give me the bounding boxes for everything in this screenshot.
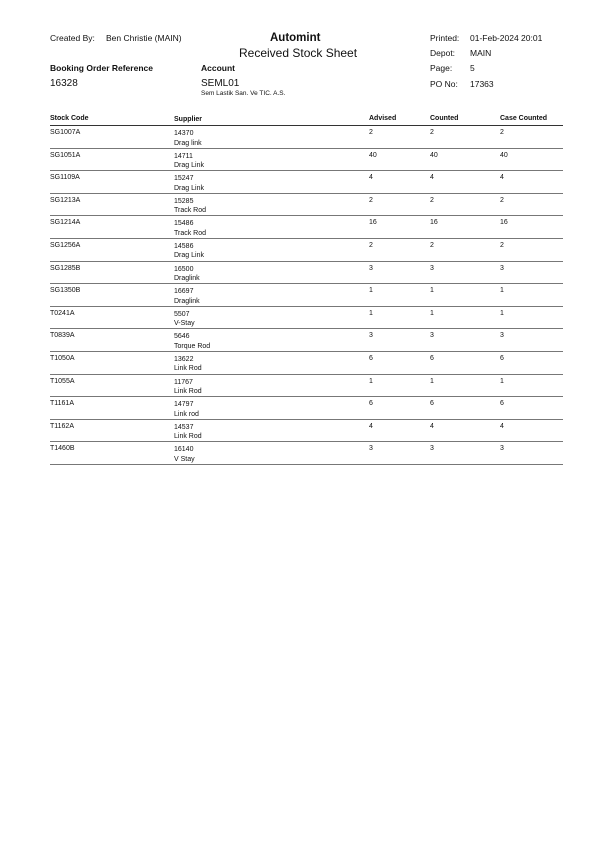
supplier-cell [174,310,195,329]
counted-qty: 2 [430,129,434,136]
account-label: Account [201,63,235,73]
table-row [50,126,563,149]
counted-qty: 2 [430,196,434,204]
col-advised: Advised [369,115,397,122]
supplier-cell [174,332,210,351]
advised-qty: 2 [369,241,373,249]
created-by-value: Ben Christie (MAIN) [106,33,182,43]
supplier-number: 14586 [174,242,194,250]
supplier-number: 15285 [174,197,194,205]
account-name: Sem Lastik San. Ve TIC. A.S. [201,90,286,97]
counted-qty: 3 [430,445,434,453]
table-row [50,149,563,172]
supplier-number: 14537 [174,423,194,431]
counted-qty: 16 [430,219,438,227]
stock-code: SG1109A [50,174,80,182]
stock-code: T1162A [50,422,74,430]
booking-ref-value: 16328 [50,78,78,89]
case-counted-qty: 40 [500,151,508,159]
table-row [50,442,563,465]
supplier-part-name: Drag Link [174,252,204,260]
stock-code: T1050A [50,354,75,362]
supplier-number: 13622 [174,355,194,363]
supplier-part-name: Track Rod [174,229,207,237]
stock-table [50,113,563,465]
supplier-cell [174,219,206,238]
stock-code: SG1350B [50,287,81,295]
case-counted-qty: 1 [500,309,504,317]
supplier-part-name: Track Rod [174,207,207,215]
supplier-number: 5507 [174,310,190,318]
table-row [50,375,563,398]
depot-value: MAIN [470,48,492,58]
stock-code: T0241A [50,309,75,317]
supplier-number: 15486 [174,220,194,228]
advised-qty: 1 [369,377,373,385]
supplier-cell [174,242,204,261]
supplier-cell [174,400,199,419]
counted-qty: 3 [430,264,434,272]
supplier-number: 14370 [174,130,194,137]
supplier-number: 16500 [174,265,194,273]
supplier-cell [174,378,202,397]
supplier-number: 14711 [174,152,193,160]
case-counted-qty: 4 [500,174,504,182]
advised-qty: 3 [369,332,373,340]
counted-qty: 6 [430,400,434,408]
page-number: 5 [470,63,475,73]
counted-qty: 1 [430,377,434,385]
col-supplier: Supplier [174,116,203,123]
col-stock-code: Stock Code [50,115,89,122]
counted-qty: 40 [430,151,438,159]
table-row [50,262,563,285]
supplier-part-name: V Stay [174,455,195,463]
stock-code: SG1007A [50,129,81,136]
advised-qty: 3 [369,445,373,453]
supplier-cell [174,445,195,464]
table-row [50,171,563,194]
advised-qty: 4 [369,422,373,430]
stock-code: SG1213A [50,196,81,204]
advised-qty: 3 [369,264,373,272]
advised-qty: 1 [369,287,373,295]
table-row [50,397,563,420]
col-case-counted: Case Counted [500,115,548,122]
supplier-part-name: Drag link [174,139,202,147]
case-counted-qty: 2 [500,129,504,136]
stock-code: SG1256A [50,241,81,249]
case-counted-qty: 3 [500,264,504,272]
stock-code: T1161A [50,400,74,408]
supplier-part-name: V-Stay [174,320,195,328]
stock-code: T1460B [50,445,75,453]
counted-qty: 2 [430,241,434,249]
table-row [50,352,563,375]
advised-qty: 6 [369,400,373,408]
case-counted-qty: 3 [500,332,504,340]
counted-qty: 4 [430,174,434,182]
case-counted-qty: 1 [500,377,504,385]
counted-qty: 1 [430,309,434,317]
supplier-number: 14797 [174,401,194,409]
stock-code: SG1051A [50,151,81,159]
table-row [50,307,563,330]
supplier-cell [174,265,200,284]
printed-label: Printed: [430,33,460,43]
table-row [50,216,563,239]
supplier-part-name: Link Rod [174,433,202,441]
case-counted-qty: 4 [500,422,504,430]
supplier-part-name: Link Rod [174,365,202,373]
supplier-number: 5646 [174,333,190,341]
case-counted-qty: 1 [500,287,504,295]
supplier-part-name: Link rod [174,410,199,418]
stock-code: SG1285B [50,264,81,272]
advised-qty: 6 [369,354,373,362]
table-row [50,239,563,262]
report-title: Received Stock Sheet [239,46,358,60]
case-counted-qty: 2 [500,241,504,249]
stock-code: T1055A [50,377,75,385]
po-number: 17363 [470,79,494,89]
counted-qty: 1 [430,287,434,295]
supplier-number: 16697 [174,288,194,296]
advised-qty: 4 [369,174,373,182]
supplier-number: 15247 [174,175,194,183]
supplier-number: 11767 [174,378,193,386]
table-row [50,284,563,307]
advised-qty: 2 [369,129,373,136]
depot-label: Depot: [430,48,456,58]
account-code: SEML01 [201,78,240,89]
supplier-cell [174,152,204,171]
counted-qty: 4 [430,422,434,430]
supplier-part-name: Drag Link [174,184,204,192]
po-label: PO No: [430,79,458,89]
supplier-part-name: Draglink [174,275,200,283]
stock-code: T0839A [50,332,75,340]
table-row [50,194,563,217]
supplier-cell [174,355,202,374]
case-counted-qty: 3 [500,445,504,453]
case-counted-qty: 6 [500,400,504,408]
supplier-cell [174,174,204,193]
counted-qty: 3 [430,332,434,340]
supplier-cell [174,197,206,216]
supplier-part-name: Torque Rod [174,342,211,350]
supplier-cell [174,129,202,148]
advised-qty: 16 [369,219,377,227]
company-name: Automint [270,32,321,44]
stock-code: SG1214A [50,219,81,227]
page-label: Page: [430,63,453,73]
case-counted-qty: 6 [500,354,504,362]
supplier-cell [174,287,200,306]
supplier-part-name: Draglink [174,297,200,305]
advised-qty: 40 [369,151,377,159]
table-row [50,420,563,443]
col-counted: Counted [430,115,459,122]
supplier-number: 16140 [174,446,194,454]
booking-ref-label: Booking Order Reference [50,63,153,73]
table-row [50,329,563,352]
advised-qty: 1 [369,309,373,317]
supplier-cell [174,423,202,442]
counted-qty: 6 [430,354,434,362]
table-header [50,113,563,126]
case-counted-qty: 16 [500,219,508,227]
advised-qty: 2 [369,196,373,204]
supplier-part-name: Link Rod [174,388,202,396]
created-by-label: Created By: [50,33,95,43]
supplier-part-name: Drag Link [174,162,204,170]
case-counted-qty: 2 [500,196,504,204]
printed-value: 01-Feb-2024 20:01 [470,33,543,43]
